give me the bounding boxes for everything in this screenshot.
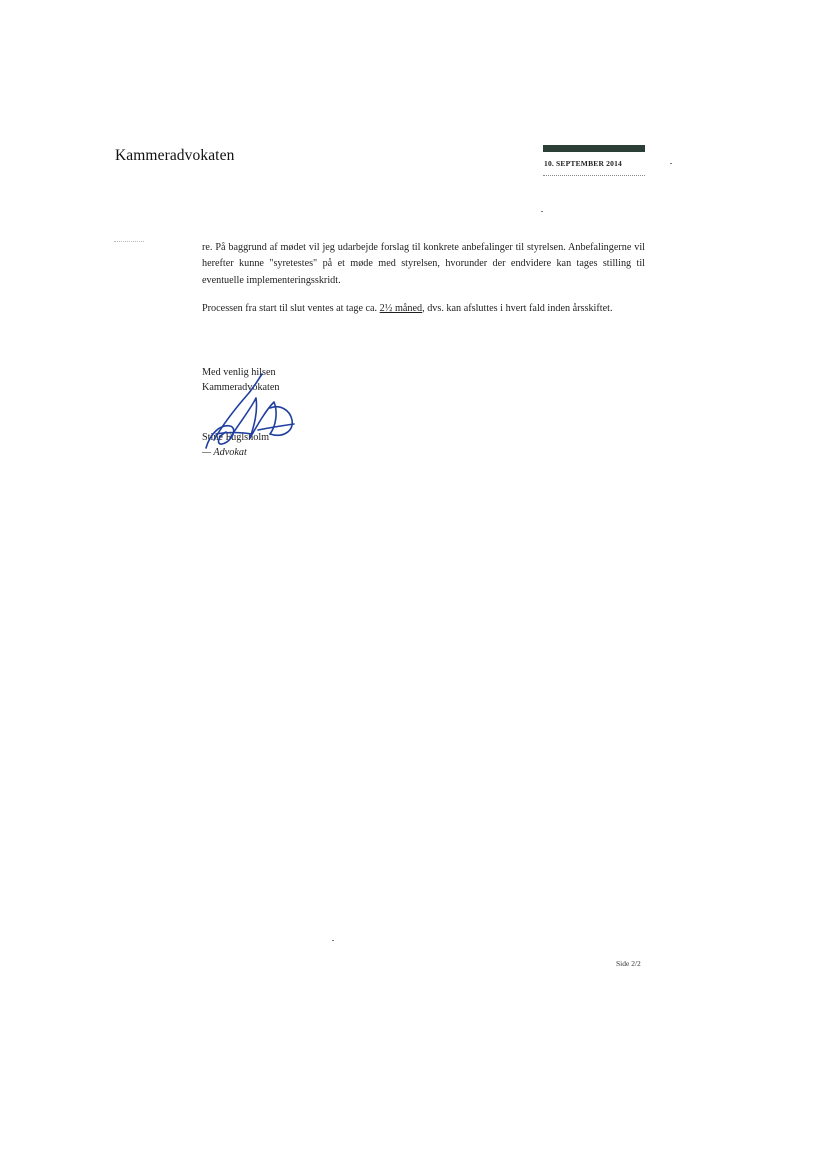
handwritten-signature — [196, 368, 316, 458]
signatory-title: — Advokat — [202, 447, 247, 458]
header-dotted-rule — [543, 175, 645, 176]
firm-name: Kammeradvokaten — [115, 147, 235, 164]
letter-date: 10. SEPTEMBER 2014 — [544, 159, 622, 168]
margin-mark — [114, 241, 144, 242]
paragraph-2-end: , dvs. kan afsluttes i hvert fald inden årsskiftet. — [422, 303, 613, 314]
paragraph-2-start: Processen fra start til slut ventes at tage ca. — [202, 303, 380, 314]
closing-firm: Kammeradvokaten — [202, 382, 280, 393]
paragraph-2-duration: 2½ måned — [379, 303, 423, 314]
scan-speck — [541, 211, 543, 212]
scan-speck — [332, 940, 334, 941]
signatory-name: Stine Fuglsholm — [202, 432, 270, 443]
page-number: Side 2/2 — [616, 959, 641, 968]
body-paragraph-1: re. På baggrund af mødet vil jeg udarbejde forslag til konkrete anbefalinger til styrelsen. Anbefalingerne vil herefter kunne "syretestes" på et møde med styrelsen, hvorunder der endvidere kan tages stilling til eventuelle implementeringsskridt. — [202, 242, 645, 286]
closing-greeting: Med venlig hilsen — [202, 367, 276, 378]
body-paragraph-2 — [202, 301, 645, 317]
header-accent-bar — [543, 145, 645, 152]
scan-speck — [670, 163, 672, 164]
